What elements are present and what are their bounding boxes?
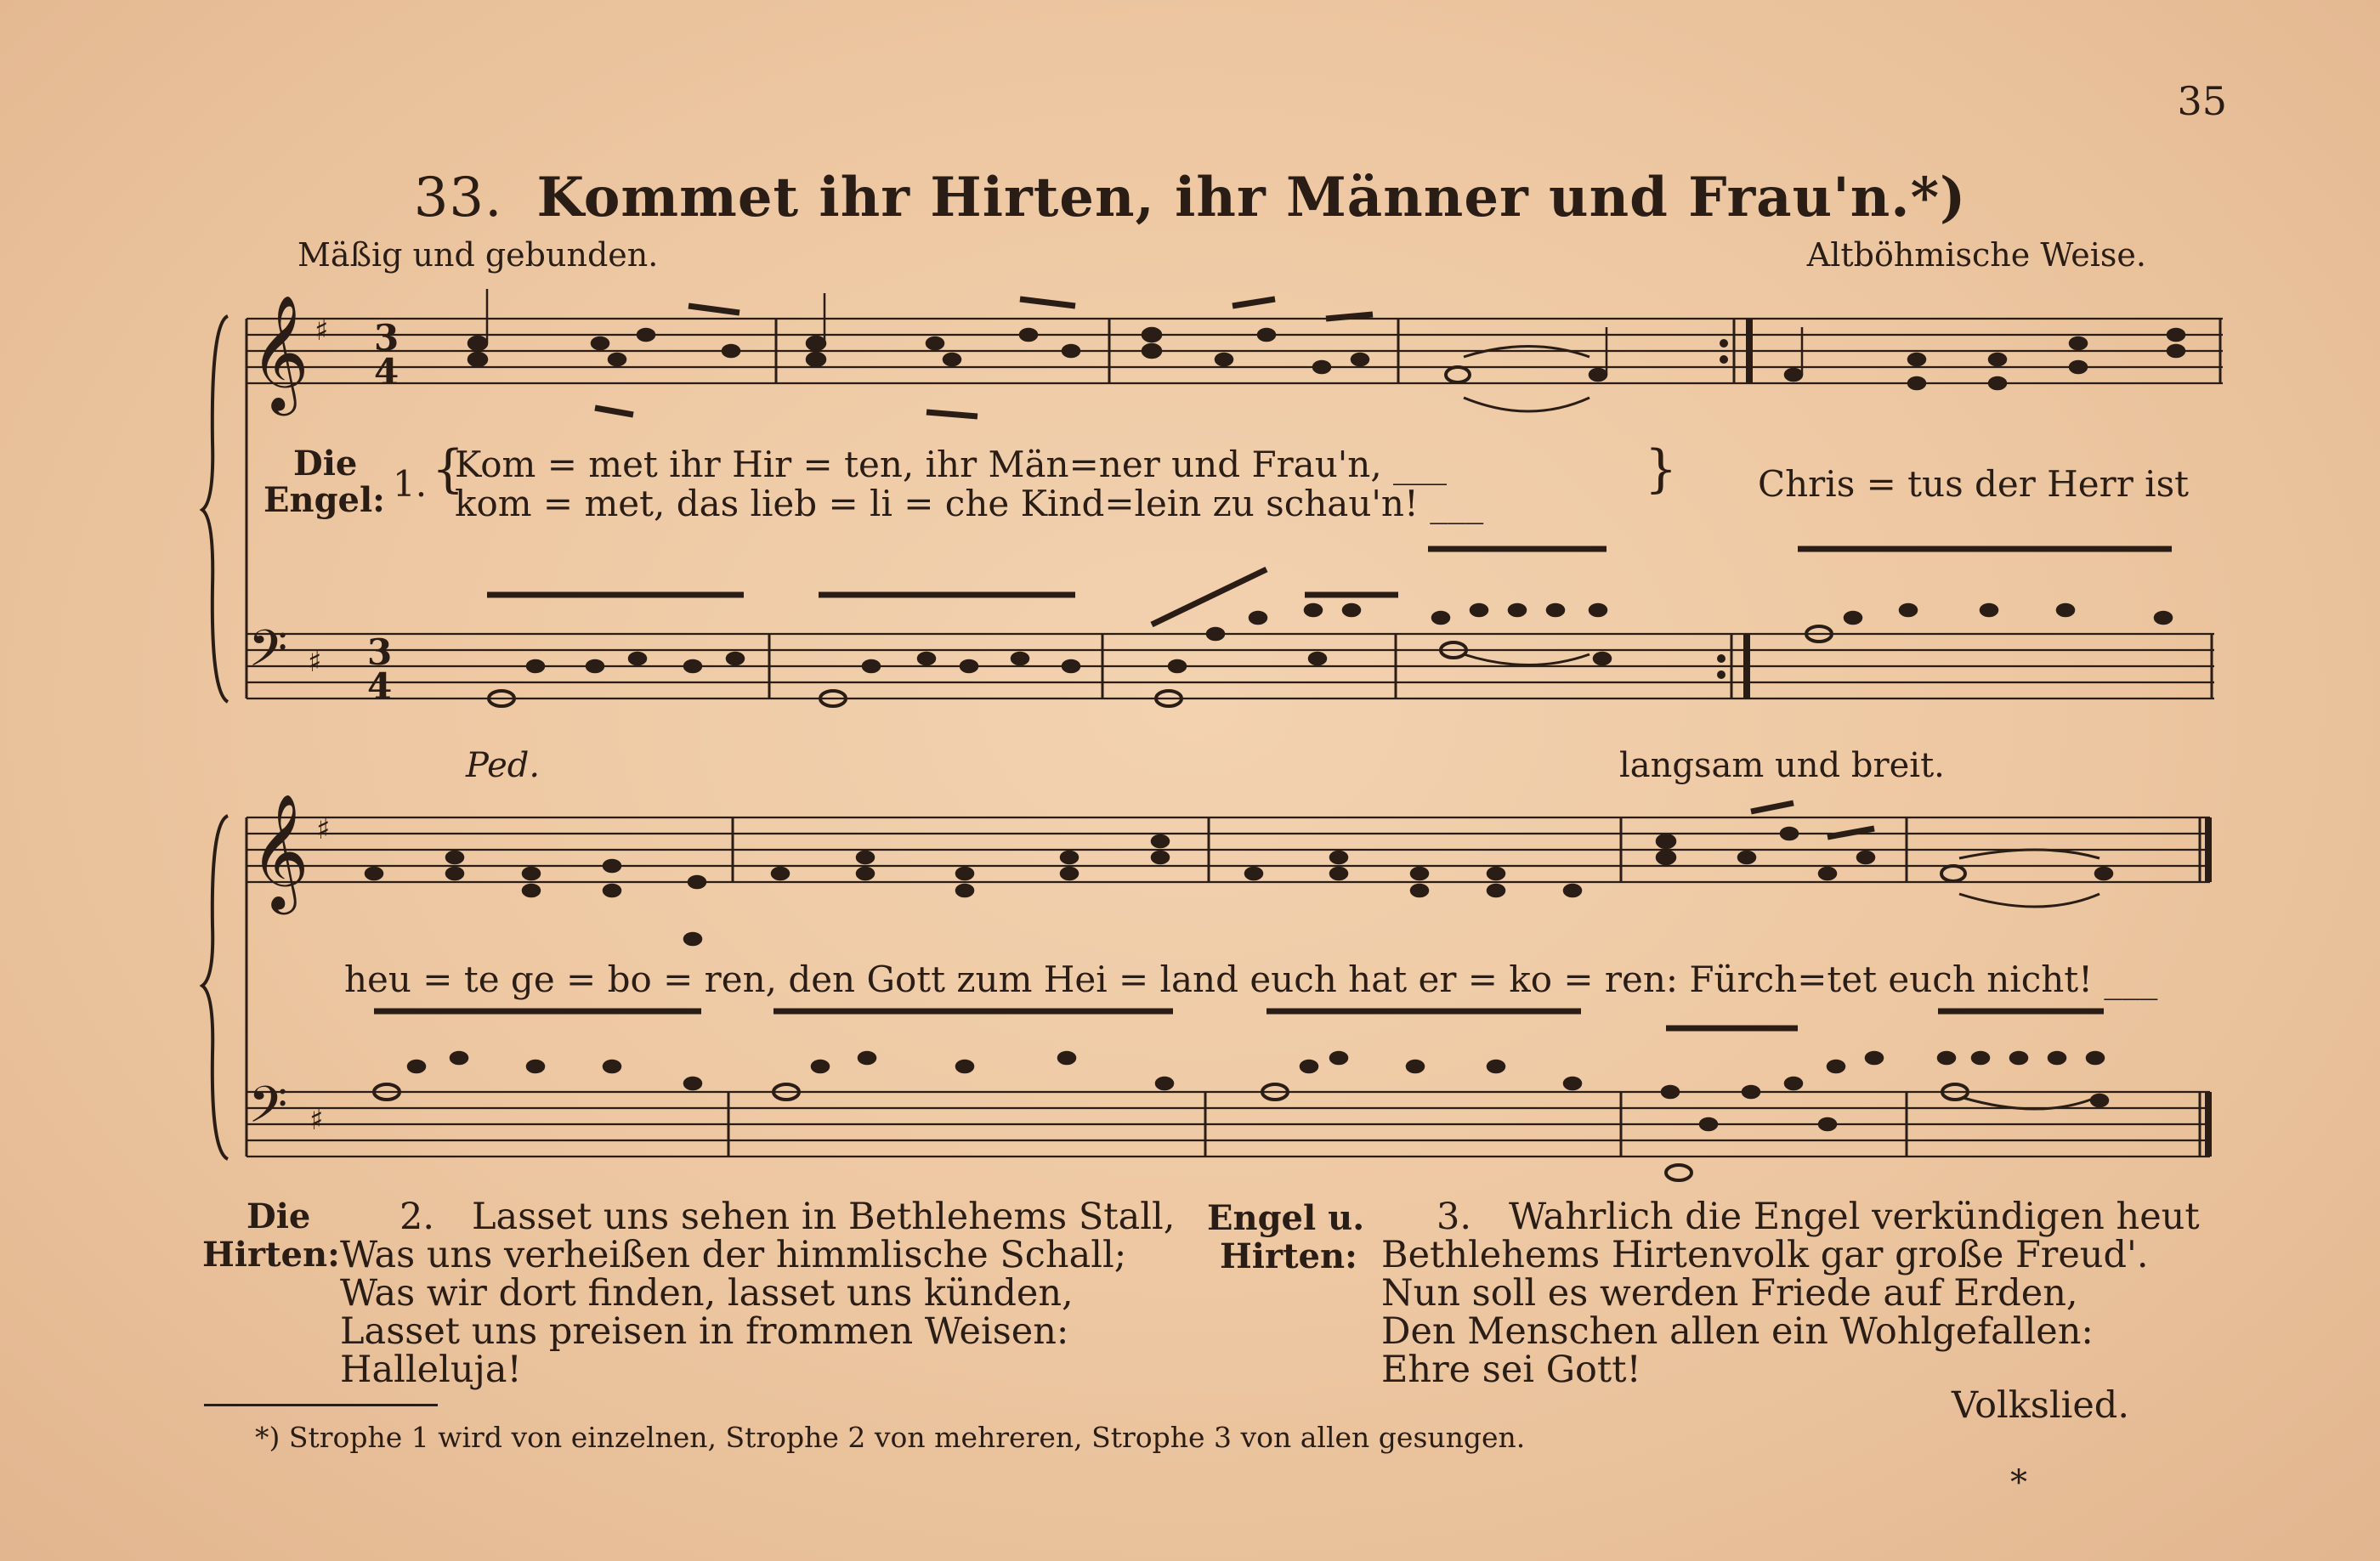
song-title: Kommet ihr Hirten, ihr Männer und Frau'n.*)	[536, 166, 1967, 229]
melody-origin: Altböhmische Weise.	[1806, 236, 2146, 274]
treble-clef-icon: 𝄞	[250, 792, 309, 909]
verse-line: Den Menschen allen ein Wohlgefallen:	[1381, 1310, 2094, 1353]
verse-label: Die	[246, 1196, 311, 1236]
tempo-marking: Mäßig und gebunden.	[298, 236, 659, 274]
brace-icon	[202, 316, 246, 1159]
verse-line: Halleluja!	[340, 1349, 522, 1391]
verse-line: Nun soll es werden Friede auf Erden,	[1381, 1272, 2078, 1315]
brace-icon: }	[1645, 439, 1678, 499]
sharp-icon: ♯	[308, 645, 322, 679]
verse-number: 1.	[393, 463, 428, 505]
verse-label: Hirten:	[1220, 1236, 1357, 1276]
voice-label: Engel:	[264, 480, 385, 520]
lyrics-line: heu = te ge = bo = ren, den Gott zum Hei = land euch hat er = ko = ren: Fürch=tet euch nicht! ___	[344, 959, 2158, 1000]
bass-clef-icon: 𝄢	[248, 619, 288, 690]
verse-line: Lasset uns preisen in frommen Weisen:	[340, 1310, 1069, 1353]
svg-text:3: 3	[367, 631, 393, 673]
svg-text:4: 4	[374, 351, 400, 393]
page-number: 35	[2177, 78, 2227, 124]
pedal-marking: Ped.	[466, 746, 541, 785]
page-asterisk: *	[2010, 1463, 2027, 1502]
brace-icon: {	[432, 439, 465, 499]
verse-number: 3.	[1436, 1196, 1472, 1238]
notes-bass-2	[374, 1011, 2108, 1180]
repeat-sign-icon	[1717, 339, 1728, 679]
notes-treble-2	[366, 803, 2112, 945]
verse-line: Lasset uns sehen in Bethlehems Stall,	[472, 1196, 1176, 1238]
lyrics-line: Chris = tus der Herr ist	[1758, 463, 2189, 505]
verse-label: Engel u.	[1207, 1198, 1365, 1238]
verse-line: Wahrlich die Engel verkündigen heut	[1509, 1196, 2200, 1238]
svg-text:4: 4	[367, 665, 393, 707]
bass-clef-icon: 𝄢	[248, 1075, 288, 1146]
lyrics-line: Kom = met ihr Hir = ten, ihr Män=ner und Frau'n, ___	[455, 444, 1448, 485]
footnote: *) Strophe 1 wird von einzelnen, Strophe 2 von mehreren, Strophe 3 von allen gesungen.	[255, 1421, 1526, 1454]
sharp-icon: ♯	[309, 1103, 324, 1137]
footnote-divider	[204, 1404, 438, 1406]
verse-line: Bethlehems Hirtenvolk gar große Freud'.	[1381, 1234, 2149, 1276]
voice-label: Die	[293, 444, 358, 484]
svg-text:3: 3	[374, 317, 400, 359]
verse-line: Was uns verheißen der himmlische Schall;	[340, 1234, 1127, 1276]
song-number: 33.	[413, 167, 503, 229]
sharp-icon: ♯	[316, 812, 331, 846]
sharp-icon: ♯	[314, 314, 329, 348]
verse-line: Ehre sei Gott!	[1381, 1349, 1641, 1391]
verse-label: Hirten:	[202, 1235, 340, 1275]
verse-line: Was wir dort finden, lasset uns künden,	[340, 1272, 1074, 1315]
lyrics-line: kom = met, das lieb = li = che Kind=lein zu schau'n! ___	[455, 483, 1484, 524]
treble-clef-icon: 𝄞	[250, 293, 309, 410]
tempo-change: langsam und breit.	[1619, 746, 1945, 785]
notes-treble-1	[468, 289, 2184, 416]
verse-number: 2.	[400, 1196, 435, 1238]
attribution: Volkslied.	[1951, 1384, 2129, 1427]
